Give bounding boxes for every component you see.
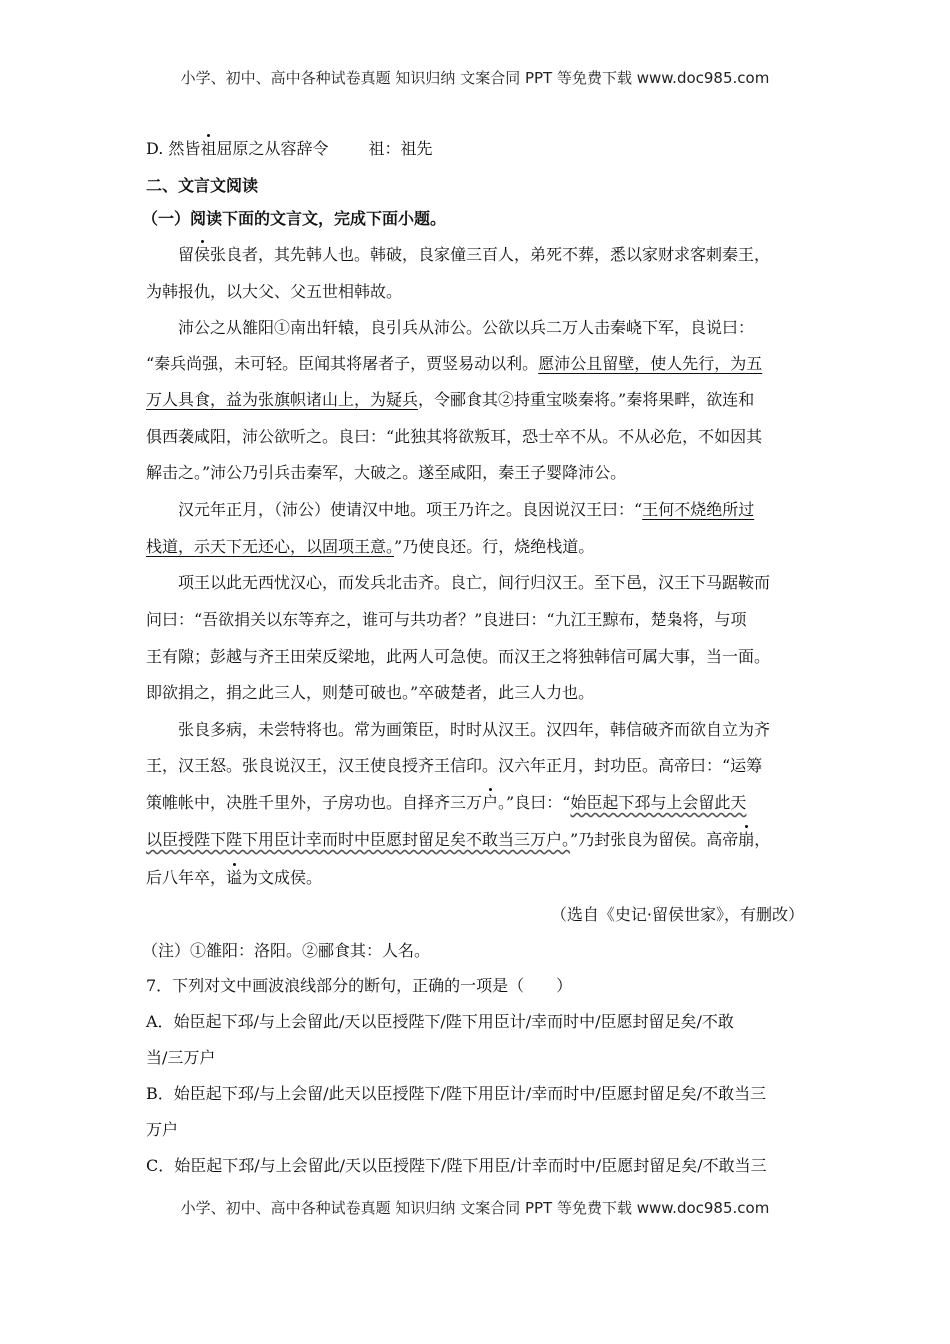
wavy-underlined-text: 始臣起下邳与上会留此天 [570,793,747,812]
paragraph-2-line: 解击之。”沛公乃引兵击秦军，大破之。遂至咸阳，秦王子婴降沛公。 [146,463,627,482]
underlined-text: 万人具食，益为张旗帜诸山上，为疑兵 [146,390,419,409]
emphasis-char: 户 [482,793,499,812]
sub-title: （一）阅读下面的文言文，完成下面小题。 [142,209,447,228]
paragraph-5-line: 张良多病，未尝特将也。常为画策臣，时时从汉王。汉四年，韩信破齐而欲自立为齐 [178,720,771,739]
question-7-option-b-cont: 万户 [146,1120,179,1139]
paragraph-5-line: 以臣授陛下陛下用臣计幸而时中臣愿封留足矣不敢当三万户。”乃封张良为留侯。高帝崩， [146,830,771,849]
option-d: D. 然皆祖屈原之从容辞令 祖：祖先 [146,139,433,158]
question-7-option-a: A．始臣起下邳/与上会留此/天以臣授陛下/陛下用臣计/幸而时中/臣愿封留足矣/不敢 [146,1012,734,1031]
option-d-gloss: 祖：祖先 [368,139,433,158]
page-header: 小学、初中、高中各种试卷真题 知识归纳 文案合同 PPT 等免费下载 www.doc985.com [180,69,770,87]
emphasis-char: 谥 [226,868,243,887]
paragraph-4-line: 即欲捐之，捐之此三人，则楚可破也。”卒破楚者，此三人力也。 [146,683,595,702]
underlined-text: 栈道，示天下无还心，以固项王意。 [146,537,395,556]
emphasis-char: 崩 [738,830,755,849]
question-7-option-c: C．始臣起下邳/与上会留此/天以臣授陛下/陛下用臣/计幸而时中/臣愿封留足矣/不敢当三 [146,1156,767,1175]
section-title: 二、文言文阅读 [146,176,259,195]
paragraph-3-line: 栈道，示天下无还心，以固项王意。”乃使良还。行，烧绝栈道。 [146,537,595,556]
paragraph-2-line: 沛公之从雒阳①南出轩辕，良引兵从沛公。公欲以兵二万人击秦峣下军，良说曰： [178,318,755,337]
question-7-option-a-cont: 当/三万户 [146,1048,216,1067]
paragraph-2-line: “秦兵尚强，未可轻。臣闻其将屠者子，贾竖易动以利。愿沛公且留壁，使人先行，为五 [146,354,763,373]
paragraph-1-line: 为韩报仇，以大父、父五世相韩故。 [146,282,403,301]
underlined-text: 王何不烧绝所过 [642,500,755,519]
footnotes: （注）①雒阳：洛阳。②郦食其：人名。 [142,941,431,960]
source-citation: （选自《史记·留侯世家》，有删改） [550,905,804,924]
emphasis-char: 祖 [200,139,217,158]
paragraph-2-line: 万人具食，益为张旗帜诸山上，为疑兵，令郦食其②持重宝啖秦将。”秦将果畔，欲连和 [146,390,755,409]
paragraph-5-line: 后八年卒，谥为文成侯。 [146,868,323,887]
emphasis-char: 侯 [194,245,211,264]
paragraph-5-line: 王，汉王怒。张良说汉王，汉王使良授齐王信印。汉六年正月，封功臣。高帝曰：“运筹 [146,756,763,775]
paragraph-5-line: 策帷帐中，决胜千里外，子房功也。自择齐三万户。”良曰：“始臣起下邳与上会留此天 [146,793,747,812]
paragraph-2-line: 俱西袭咸阳，沛公欲听之。良曰：“此独其将欲叛耳，恐士卒不从。不从必危，不如因其 [146,427,763,446]
question-7-option-b: B．始臣起下邳/与上会留/此天以臣授陛下/陛下用臣计/幸而时中/臣愿封留足矣/不敢当三 [146,1084,767,1103]
paragraph-1-line: 留侯张良者，其先韩人也。韩破，良家僮三百人，弟死不葬，悉以家财求客刺秦王， [178,245,771,264]
question-7-stem: 7．下列对文中画波浪线部分的断句，正确的一项是（ ） [146,976,573,995]
underlined-text: 愿沛公且留壁，使人先行，为五 [538,354,763,373]
paragraph-3-line: 汉元年正月，（沛公）使请汉中地。项王乃许之。良因说汉王曰：“王何不烧绝所过 [178,500,755,519]
paragraph-4-line: 问曰：“吾欲捐关以东等弃之，谁可与共功者？”良进曰：“九江王黥布，楚枭将，与项 [146,610,747,629]
paragraph-4-line: 王有隙；彭越与齐王田荣反梁地，此两人可急使。而汉王之将独韩信可属大事，当一面。 [146,647,771,666]
paragraph-4-line: 项王以此无西忧汉心，而发兵北击齐。良亡，间行归汉王。至下邑，汉王下马踞鞍而 [178,573,771,592]
page-footer: 小学、初中、高中各种试卷真题 知识归纳 文案合同 PPT 等免费下载 www.doc985.com [180,1199,770,1217]
wavy-underlined-text: 以臣授陛下陛下用臣计幸而时中臣愿封留足矣不敢当三万户。 [146,830,571,849]
